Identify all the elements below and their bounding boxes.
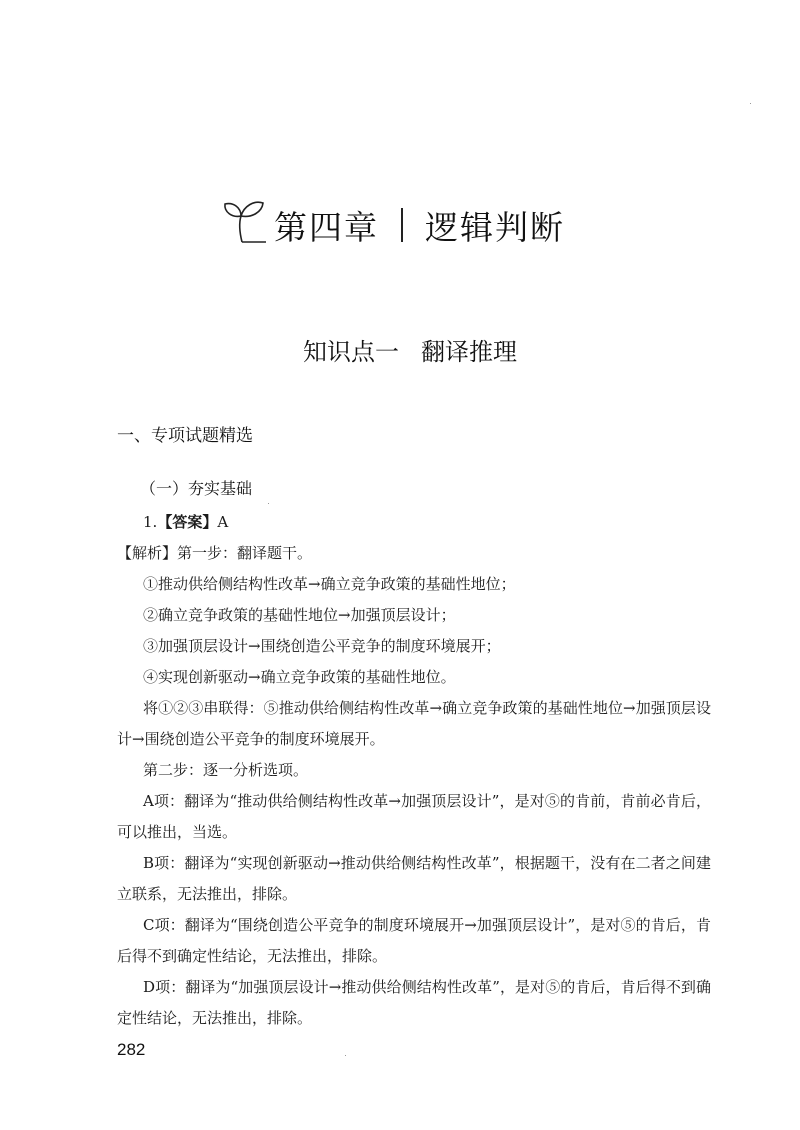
answer-value: A: [217, 513, 229, 531]
question-number: 1.: [143, 513, 158, 531]
sprout-icon: [222, 194, 268, 250]
scan-speck: [750, 103, 751, 104]
answer-label: 【答案】: [157, 513, 218, 531]
chain-paragraph: 将①②③串联得：⑤推动供给侧结构性改革→确立竞争政策的基础性地位→加强顶层设计→围绕创造公平竞争的制度环境展开。: [117, 699, 711, 748]
chapter-title: 逻辑判断: [425, 207, 565, 247]
chapter-number: 第四章: [274, 207, 379, 247]
knowledge-point-heading: [0, 332, 800, 367]
option-analysis: C项：翻译为“围绕创造公平竞争的制度环境展开→加强顶层设计”，是对⑤的肯后，肯后得不到确定性结论，无法推出，排除。: [117, 916, 711, 965]
subsection-title: （一）夯实基础: [140, 479, 253, 498]
knowledge-point-title: 翻译推理: [421, 338, 517, 366]
answer-line: [117, 507, 711, 538]
page-number: 282: [117, 1040, 146, 1059]
section-title: 一、专项试题精选: [117, 426, 253, 446]
question-body: [117, 507, 711, 1034]
knowledge-point-label: 知识点一: [303, 338, 399, 366]
chapter-divider: [401, 208, 403, 242]
scan-speck: [268, 503, 269, 504]
option-analysis: A项：翻译为“推动供给侧结构性改革→加强顶层设计”，是对⑤的肯前，肯前必肯后，可以推出，当选。: [117, 792, 711, 841]
statement-item: ④实现创新驱动→确立竞争政策的基础性地位。: [143, 668, 456, 686]
step-one: 第一步：翻译题干。: [177, 544, 313, 562]
chapter-heading: [222, 190, 565, 260]
step-two: 第二步：逐一分析选项。: [143, 761, 309, 779]
analysis-line: [117, 538, 711, 569]
analysis-label: 【解析】: [117, 544, 178, 562]
option-analysis: D项：翻译为“加强顶层设计→推动供给侧结构性改革”，是对⑤的肯后，肯后得不到确定性结论，无法推出，排除。: [117, 978, 711, 1027]
statement-item: ②确立竞争政策的基础性地位→加强顶层设计；: [143, 606, 456, 624]
scan-speck: [345, 1055, 346, 1056]
statement-item: ①推动供给侧结构性改革→确立竞争政策的基础性地位；: [143, 575, 516, 593]
statement-item: ③加强顶层设计→围绕创造公平竞争的制度环境展开；: [143, 637, 501, 655]
option-analysis: B项：翻译为“实现创新驱动→推动供给侧结构性改革”，根据题干，没有在二者之间建立联系，无法推出，排除。: [117, 854, 711, 903]
